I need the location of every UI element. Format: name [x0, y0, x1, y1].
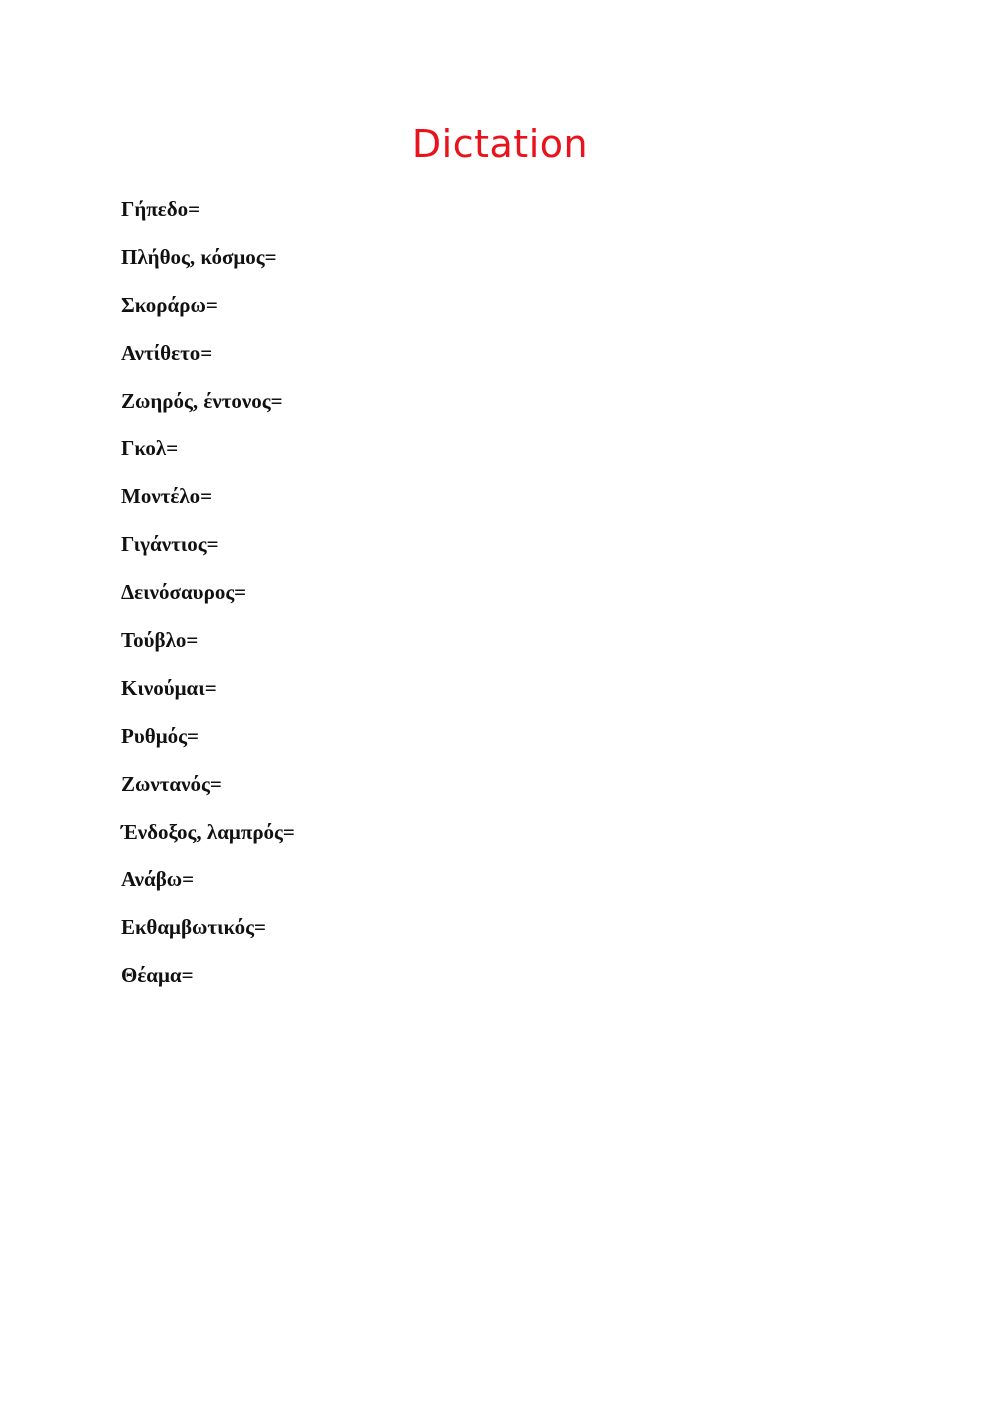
word-item: Ένδοξος, λαμπρός=	[121, 819, 295, 844]
word-item: Μοντέλο=	[121, 484, 213, 509]
word-item: Κινούμαι=	[121, 675, 217, 700]
word-item: Θέαμα=	[121, 963, 194, 988]
word-item: Γήπεδο=	[121, 197, 201, 221]
word-item: Γιγάντιος=	[121, 532, 219, 557]
word-item: Δεινόσαυρος=	[121, 580, 247, 605]
word-item: Τούβλο=	[121, 628, 199, 653]
word-item: Εκθαμβωτικός=	[121, 915, 266, 940]
page-title: Dictation	[411, 122, 589, 166]
word-item: Γκολ=	[121, 436, 179, 461]
word-item: Ζωηρός, έντονος=	[121, 388, 283, 413]
word-item: Πλήθος, κόσμος=	[121, 244, 277, 269]
word-list	[121, 193, 295, 1007]
word-item: Σκοράρω=	[121, 292, 218, 317]
word-item: Ζωντανός=	[121, 771, 222, 796]
word-item: Ανάβω=	[121, 867, 195, 892]
word-item: Αντίθετο=	[121, 340, 213, 365]
word-item: Ρυθμός=	[121, 723, 199, 748]
